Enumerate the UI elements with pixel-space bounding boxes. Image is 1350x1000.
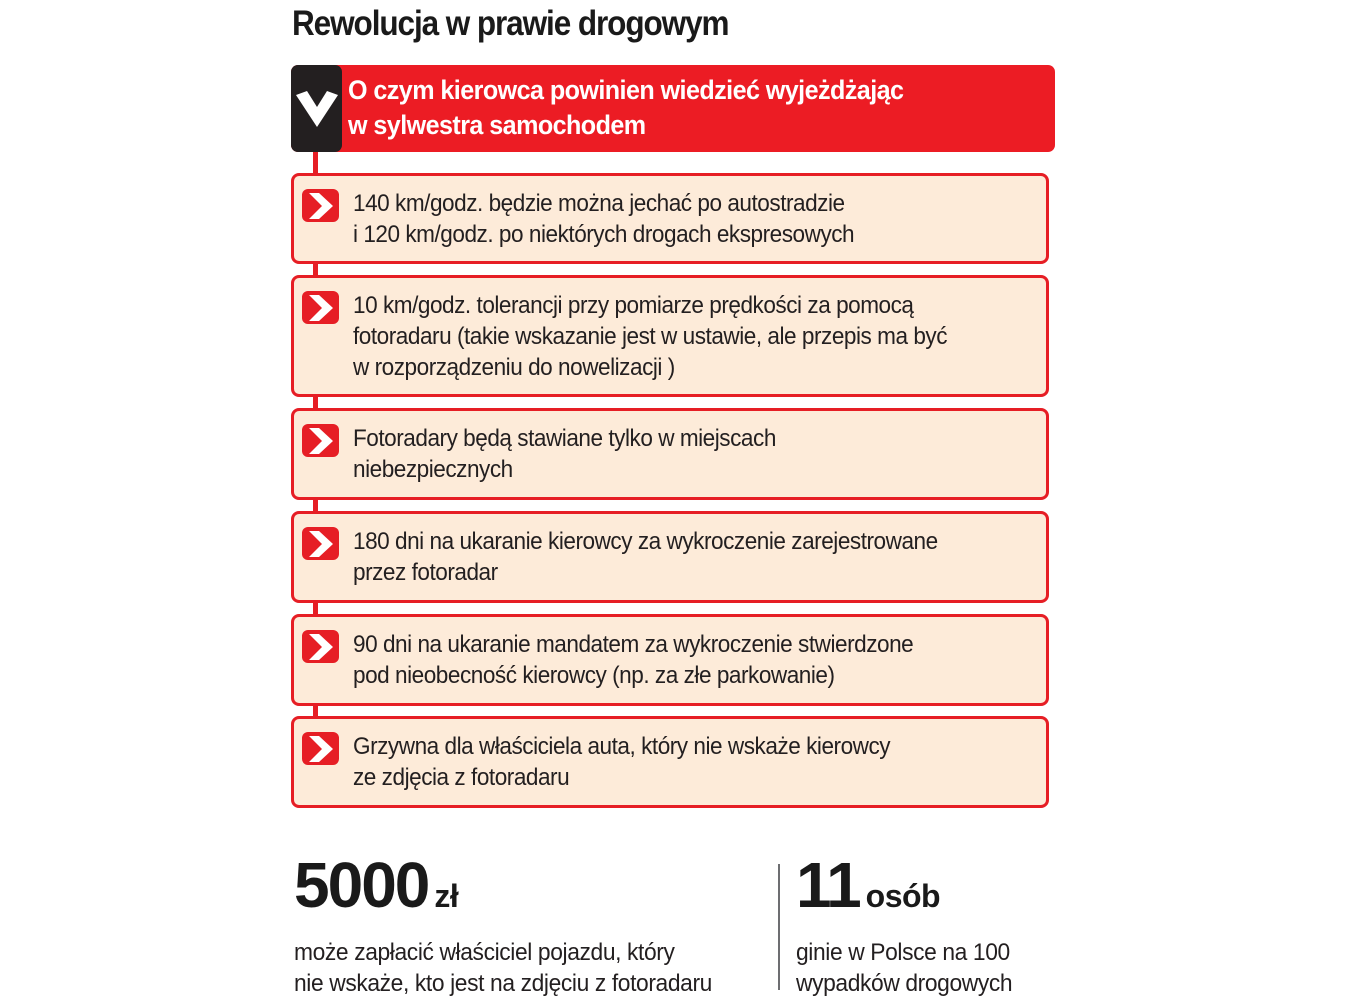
stat-divider: [778, 864, 780, 990]
header-line-1: O czym kierowca powinien wiedzieć wyjeżdżając: [348, 75, 904, 105]
stat-line: ginie w Polsce na 100: [796, 939, 1010, 966]
item-text: [353, 629, 913, 691]
list-item: [291, 275, 1049, 397]
item-line: pod nieobecność kierowcy (np. za złe parkowanie): [353, 662, 835, 689]
chevron-right-icon: [309, 634, 333, 660]
item-line: niebezpiecznych: [353, 456, 513, 483]
stat-unit: osób: [865, 878, 941, 914]
item-line: 10 km/godz. tolerancji przy pomiarze prędkości za pomocą: [353, 292, 914, 319]
page-title: Rewolucja w prawie drogowym: [292, 4, 729, 43]
item-line: fotoradaru (takie wskazanie jest w ustawie, ale przepis ma być: [353, 323, 948, 350]
stat-description: [796, 937, 1012, 999]
item-line: przez fotoradar: [353, 559, 498, 586]
item-line: 180 dni na ukaranie kierowcy za wykroczenie zarejestrowane: [353, 528, 938, 555]
item-line: 140 km/godz. będzie można jechać po autostradzie: [353, 190, 845, 217]
chevron-right-icon: [309, 736, 333, 762]
item-badge: [302, 189, 339, 222]
stat-unit: zł: [434, 878, 459, 914]
section-header: [291, 65, 1055, 152]
item-text: [353, 731, 890, 793]
stat-line: może zapłacić właściciel pojazdu, który: [294, 939, 675, 966]
chevron-right-icon: [309, 428, 333, 454]
item-badge: [302, 424, 339, 457]
item-badge: [302, 732, 339, 765]
stat-line: nie wskaże, kto jest na zdjęciu z fotoradaru: [294, 970, 712, 997]
stat-value-row: [796, 850, 1024, 931]
item-text: [353, 526, 938, 588]
item-line: i 120 km/godz. po niektórych drogach ekspresowych: [353, 221, 855, 248]
list-item: [291, 173, 1049, 264]
list-item: [291, 614, 1049, 706]
item-line: 90 dni na ukaranie mandatem za wykroczenie stwierdzone: [353, 631, 914, 658]
item-line: w rozporządzeniu do nowelizacji ): [353, 354, 675, 381]
item-badge: [302, 527, 339, 560]
item-line: Grzywna dla właściciela auta, który nie wskaże kierowcy: [353, 733, 891, 760]
item-text: [353, 188, 854, 250]
header-line-2: w sylwestra samochodem: [348, 110, 646, 140]
section-header-text: [348, 73, 903, 143]
stat-value: 5000: [294, 849, 429, 921]
header-icon-tab: [291, 65, 342, 152]
chevron-right-icon: [309, 295, 333, 321]
stat-description: [294, 937, 712, 999]
list-item: [291, 408, 1049, 500]
stat-value: 11: [796, 849, 860, 921]
item-badge: [302, 630, 339, 663]
chevron-right-icon: [309, 531, 333, 557]
stat-deaths: [796, 850, 1024, 999]
chevron-right-icon: [309, 193, 333, 219]
list-item: [291, 716, 1049, 808]
stat-fine: [294, 850, 734, 999]
item-line: Fotoradary będą stawiane tylko w miejscach: [353, 425, 776, 452]
item-badge: [302, 291, 339, 324]
list-item: [291, 511, 1049, 603]
chevron-down-icon: [296, 91, 338, 127]
item-line: ze zdjęcia z fotoradaru: [353, 764, 570, 791]
item-text: [353, 423, 776, 485]
item-text: [353, 290, 947, 383]
stat-line: wypadków drogowych: [796, 970, 1013, 997]
stat-value-row: [294, 850, 734, 931]
